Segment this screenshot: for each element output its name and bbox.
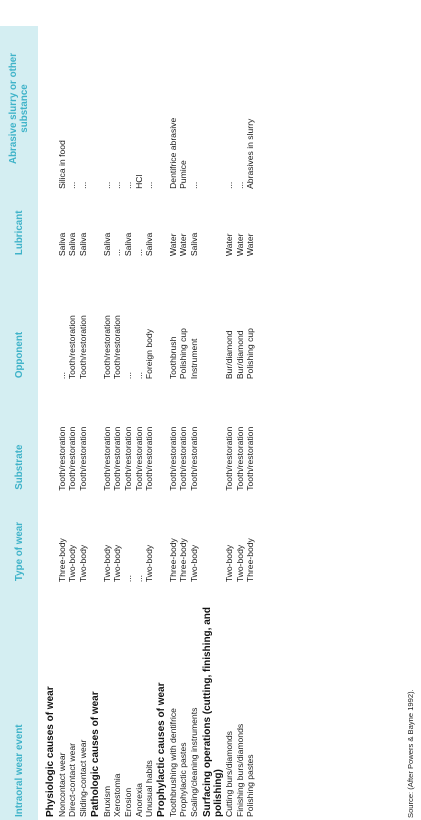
table-cell: ... bbox=[234, 181, 245, 189]
table-cell: Water bbox=[245, 233, 256, 257]
wear-table bbox=[0, 26, 256, 820]
table-cell: Silica in food bbox=[56, 140, 67, 189]
table-row bbox=[102, 26, 113, 820]
table-cell: Tooth/restoration bbox=[101, 426, 112, 491]
table-cell: Two-body bbox=[234, 544, 245, 583]
table-cell: ... bbox=[133, 248, 144, 257]
table-cell: Tooth/restoration bbox=[112, 426, 123, 491]
table-cell: Instrument bbox=[189, 338, 200, 380]
header-row bbox=[0, 26, 38, 820]
table-cell: Saliva bbox=[67, 232, 78, 257]
col-header-type: Type of wear bbox=[13, 521, 25, 582]
table-cell: Tooth/restoration bbox=[56, 426, 67, 491]
table-row bbox=[235, 26, 246, 820]
table-cell: Tooth/restoration bbox=[167, 426, 178, 491]
col-header-substrate: Substrate bbox=[13, 444, 25, 490]
table-cell: Tooth/restoration bbox=[234, 426, 245, 491]
table-cell: ... bbox=[112, 248, 123, 257]
table-cell: Two-body bbox=[78, 544, 89, 583]
table-cell: Erosion bbox=[122, 787, 133, 817]
table-cell: ... bbox=[133, 372, 144, 380]
table-cell: Two-body bbox=[67, 544, 78, 583]
table-body bbox=[38, 26, 256, 820]
table-cell: Bur/diamond bbox=[234, 330, 245, 380]
table-cell: Tooth/restoration bbox=[144, 426, 155, 491]
table-cell: Water bbox=[178, 233, 189, 257]
source-note: Source: (After Powers & Bayne 1992). bbox=[406, 689, 415, 818]
table-cell: ... bbox=[122, 372, 133, 380]
table-row bbox=[134, 26, 145, 820]
table-cell: Foreign body bbox=[144, 329, 155, 380]
table-cell: Bur/diamond bbox=[223, 330, 234, 380]
table-cell: Three-body bbox=[178, 538, 189, 583]
table-cell: Two-body bbox=[144, 544, 155, 583]
col-header-lubricant: Lubricant bbox=[13, 210, 25, 256]
table-cell: Polishing cup bbox=[245, 328, 256, 380]
table-cell: ... bbox=[122, 181, 133, 189]
table-cell: ... bbox=[101, 181, 112, 189]
table-row bbox=[144, 26, 155, 820]
section-row bbox=[155, 26, 168, 820]
table-cell: ... bbox=[67, 181, 78, 189]
table-cell: Toothbrushing with dentifrice bbox=[167, 708, 178, 817]
table-cell: Tooth/restoration bbox=[101, 315, 112, 380]
table-cell: Tooth/restoration bbox=[133, 426, 144, 491]
table-cell: Bruxism bbox=[101, 785, 112, 817]
section-filler bbox=[200, 26, 224, 584]
table-cell: Water bbox=[223, 233, 234, 257]
table-header bbox=[0, 26, 38, 820]
section-row bbox=[89, 26, 102, 820]
table-row bbox=[123, 26, 134, 820]
table-cell: Two-body bbox=[223, 544, 234, 583]
table-cell: Cutting burs/diamonds bbox=[223, 731, 234, 817]
table-cell: Water bbox=[234, 233, 245, 257]
table-cell: Saliva bbox=[189, 232, 200, 257]
table-cell: ... bbox=[223, 181, 234, 189]
table-cell: Saliva bbox=[122, 232, 133, 257]
col-header-opponent: Opponent bbox=[13, 331, 25, 379]
section-title: Pathologic causes of wear bbox=[89, 691, 101, 817]
table-cell: Xerostomia bbox=[112, 773, 123, 817]
table-cell: Tooth/restoration bbox=[122, 426, 133, 491]
table-cell: Tooth/restoration bbox=[67, 315, 78, 380]
section-row bbox=[200, 26, 224, 820]
table-cell: Two-body bbox=[112, 544, 123, 583]
table-row bbox=[189, 26, 200, 820]
table-cell: Sliding-contact wear bbox=[78, 739, 89, 817]
table-cell: ... bbox=[56, 372, 67, 380]
col-header-event: Intraoral wear event bbox=[13, 724, 25, 817]
table-cell: Saliva bbox=[78, 232, 89, 257]
table-cell: Two-body bbox=[189, 544, 200, 583]
table-cell: Abrasives in slurry bbox=[245, 118, 256, 189]
table-cell: Toothbrush bbox=[167, 336, 178, 380]
table-cell: ... bbox=[112, 181, 123, 189]
table-cell: ... bbox=[189, 181, 200, 189]
section-title: Surfacing operations (cutting, finishing, and polishing) bbox=[201, 607, 224, 817]
table-cell: Noncontact wear bbox=[56, 752, 67, 817]
table-cell: Anorexia bbox=[133, 783, 144, 817]
table-row bbox=[178, 26, 189, 820]
table-row bbox=[245, 26, 256, 820]
col-header-abrasive: Abrasive slurry or other substance bbox=[8, 52, 30, 164]
table-cell: Saliva bbox=[101, 232, 112, 257]
table-cell: Direct-contact wear bbox=[67, 742, 78, 817]
table-cell: Tooth/restoration bbox=[78, 315, 89, 380]
table-cell: Three-body bbox=[167, 538, 178, 583]
table-cell: Saliva bbox=[56, 232, 67, 257]
table-cell: Tooth/restoration bbox=[67, 426, 78, 491]
table-cell: Three-body bbox=[56, 538, 67, 583]
table-cell: Prophylactic pastes bbox=[178, 742, 189, 817]
table-cell: ... bbox=[144, 181, 155, 189]
table-cell: Tooth/restoration bbox=[178, 426, 189, 491]
table-row bbox=[67, 26, 78, 820]
table-cell: HCl bbox=[133, 174, 144, 189]
table-cell: Two-body bbox=[101, 544, 112, 583]
table-row bbox=[78, 26, 89, 820]
table-cell: Finishing burs/diamonds bbox=[234, 723, 245, 817]
table-cell: ... bbox=[122, 574, 133, 583]
table-cell: Tooth/restoration bbox=[78, 426, 89, 491]
table-cell: ... bbox=[133, 574, 144, 583]
table-cell: Polishing cup bbox=[178, 328, 189, 380]
table-cell: Tooth/restoration bbox=[112, 315, 123, 380]
table-cell: Scaling/cleaning instruments bbox=[189, 707, 200, 817]
table-cell: Pumice bbox=[178, 160, 189, 189]
section-title: Physiologic causes of wear bbox=[45, 686, 56, 817]
table-row bbox=[224, 26, 235, 820]
table-cell: Dentifrice abrasive bbox=[167, 117, 178, 189]
section-row bbox=[44, 26, 57, 820]
table-cell: Saliva bbox=[144, 232, 155, 257]
table-cell: Tooth/restoration bbox=[223, 426, 234, 491]
table-row bbox=[112, 26, 123, 820]
table-cell: Tooth/restoration bbox=[189, 426, 200, 491]
table-cell: Three-body bbox=[245, 538, 256, 583]
table-row bbox=[168, 26, 179, 820]
section-title: Prophylactic causes of wear bbox=[156, 682, 168, 817]
table-cell: Polishing pastes bbox=[245, 754, 256, 817]
table-cell: ... bbox=[78, 181, 89, 189]
table-cell: Unusual habits bbox=[144, 760, 155, 817]
table-row bbox=[57, 26, 68, 820]
table-cell: Tooth/restoration bbox=[245, 426, 256, 491]
table-cell: Water bbox=[167, 233, 178, 257]
